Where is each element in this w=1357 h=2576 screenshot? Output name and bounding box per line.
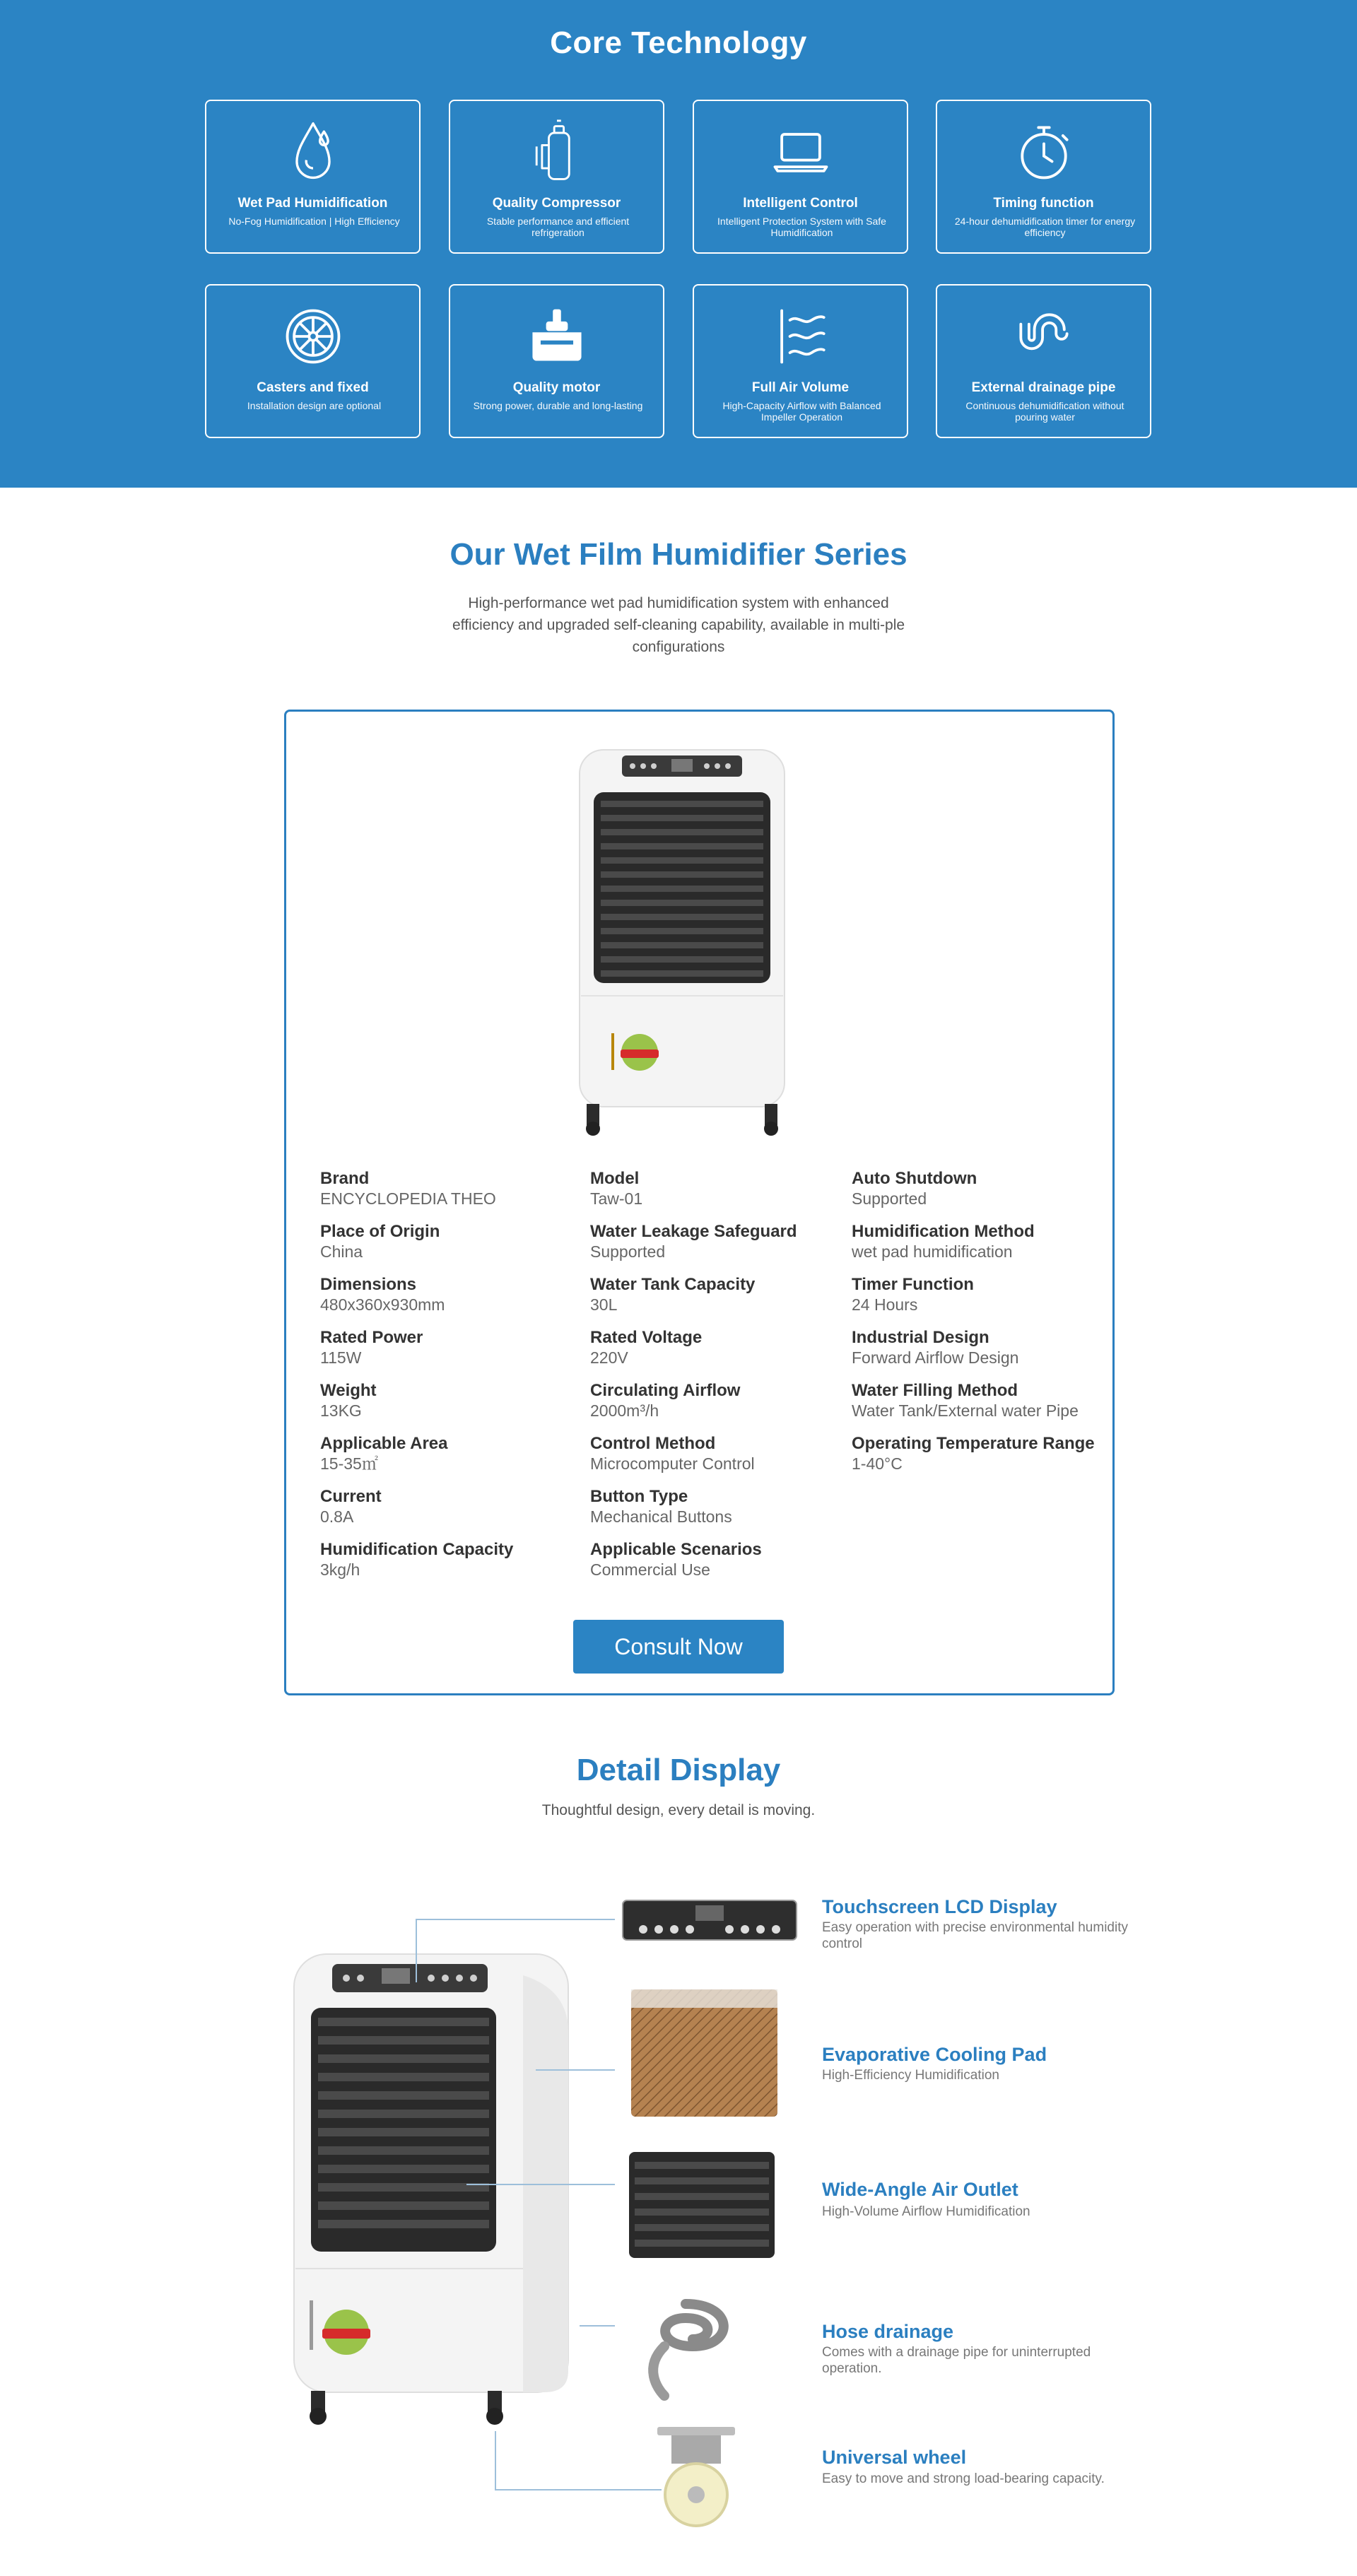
core-technology-section bbox=[0, 0, 1357, 488]
detail-item-title: Universal wheel bbox=[822, 2447, 967, 2468]
spec-item: Place of Origin China bbox=[320, 1222, 440, 1261]
product-image bbox=[572, 747, 792, 1139]
detail-item-title: Evaporative Cooling Pad bbox=[822, 2044, 1047, 2065]
pipe-icon bbox=[937, 301, 1150, 372]
spec-item: Humidification Capacity 3kg/h bbox=[320, 1540, 514, 1579]
spec-column-3 bbox=[852, 1168, 1106, 1486]
feature-card-title: Intelligent Control bbox=[743, 196, 858, 211]
air-outlet-thumbnail bbox=[629, 2152, 775, 2258]
detail-item-title: Wide-Angle Air Outlet bbox=[822, 2179, 1018, 2200]
spec-item: Current 0.8A bbox=[320, 1487, 382, 1526]
detail-product-image bbox=[290, 1947, 572, 2431]
feature-card-desc: No-Fog Humidification | High Efficiency bbox=[228, 216, 400, 227]
spec-item: Rated Power 115W bbox=[320, 1328, 423, 1367]
drainage-hose-thumbnail bbox=[636, 2290, 742, 2403]
feature-card-desc: Strong power, durable and long-lasting bbox=[473, 400, 643, 411]
feature-card-desc: Continuous dehumidification without pouring water bbox=[965, 400, 1124, 423]
feature-card-intelligent-control bbox=[693, 100, 908, 254]
core-technology-title: Core Technology bbox=[550, 25, 807, 60]
feature-card-desc: Installation design are optional bbox=[247, 400, 382, 411]
cooling-pad-thumbnail bbox=[631, 1989, 777, 2117]
leader-line-wheel bbox=[495, 2489, 662, 2490]
leader-line-wheel-vertical bbox=[495, 2431, 496, 2490]
spec-item: Weight 13KG bbox=[320, 1381, 377, 1420]
leader-line-outlet bbox=[466, 2184, 615, 2185]
airflow-icon bbox=[694, 301, 907, 372]
detail-item-desc: Easy operation with precise environmental humidity control bbox=[822, 1920, 1128, 1951]
detail-item-desc: Easy to move and strong load-bearing capacity. bbox=[822, 2471, 1105, 2486]
spec-item: Applicable Scenarios Commercial Use bbox=[590, 1540, 762, 1579]
spec-item: Brand ENCYCLOPEDIA THEO bbox=[320, 1169, 496, 1208]
feature-card-title: Timing function bbox=[993, 196, 1094, 211]
spec-item: Circulating Airflow 2000m³/h bbox=[590, 1381, 741, 1420]
consult-now-button[interactable]: Consult Now bbox=[573, 1620, 784, 1674]
lcd-display-thumbnail bbox=[622, 1900, 797, 1941]
spec-column-2 bbox=[590, 1168, 873, 1592]
spec-item: Industrial Design Forward Airflow Design bbox=[852, 1328, 1019, 1367]
stopwatch-icon bbox=[937, 117, 1150, 187]
spec-item: Rated Voltage 220V bbox=[590, 1328, 703, 1367]
feature-card-title: Full Air Volume bbox=[751, 380, 850, 395]
feature-card-desc: High-Capacity Airflow with Balanced Impeller Operation bbox=[722, 400, 881, 423]
spec-item: Control Method Microcomputer Control bbox=[590, 1434, 755, 1473]
spec-item: Operating Temperature Range 1-40°C bbox=[852, 1434, 1095, 1473]
feature-card-timing bbox=[936, 100, 1151, 254]
detail-item-desc: High-Efficiency Humidification bbox=[822, 2068, 999, 2083]
feature-card-casters bbox=[205, 284, 421, 438]
detail-item-desc: Comes with a drainage pipe for uninterrupted operation. bbox=[822, 2345, 1091, 2376]
spec-item: Humidification Method wet pad humidification bbox=[852, 1222, 1035, 1261]
feature-card-title: Wet Pad Humidification bbox=[237, 196, 388, 211]
spec-item: Water Leakage Safeguard Supported bbox=[590, 1222, 797, 1261]
spec-column-1 bbox=[320, 1168, 603, 1592]
leader-line-pad bbox=[536, 2069, 615, 2071]
universal-wheel-thumbnail bbox=[650, 2424, 742, 2530]
series-description: High-performance wet pad humidification system with enhanced efficiency and upgraded self-cleaning capability, available in multi-ple configurations bbox=[452, 595, 905, 655]
spec-item: Water Filling Method Water Tank/External water Pipe bbox=[852, 1381, 1079, 1420]
feature-card-drainage bbox=[936, 284, 1151, 438]
feature-card-compressor bbox=[449, 100, 664, 254]
feature-card-desc: 24-hour dehumidification timer for energy efficiency bbox=[954, 216, 1136, 238]
water-drop-icon bbox=[206, 117, 419, 187]
spec-item: Applicable Area 15-35㎡ bbox=[320, 1434, 448, 1473]
feature-card-title: Quality Compressor bbox=[492, 196, 621, 211]
feature-card-title: Casters and fixed bbox=[257, 380, 369, 395]
feature-card-title: Quality motor bbox=[512, 380, 601, 395]
leader-line-display bbox=[416, 1919, 615, 1920]
detail-item-title: Touchscreen LCD Display bbox=[822, 1896, 1057, 1917]
detail-item-desc: High-Volume Airflow Humidification bbox=[822, 2204, 1030, 2219]
leader-line-display-vertical bbox=[416, 1919, 417, 1982]
feature-card-airflow bbox=[693, 284, 908, 438]
product-card bbox=[284, 710, 1115, 1695]
spec-item: Dimensions 480x360x930mm bbox=[320, 1275, 445, 1314]
series-title: Our Wet Film Humidifier Series bbox=[450, 537, 907, 572]
detail-title: Detail Display bbox=[576, 1753, 781, 1787]
spec-item: Timer Function 24 Hours bbox=[852, 1275, 974, 1314]
spec-item: Model Taw-01 bbox=[590, 1169, 643, 1208]
feature-card-motor bbox=[449, 284, 664, 438]
motor-icon bbox=[450, 301, 663, 372]
feature-card-desc: Intelligent Protection System with Safe Humidification bbox=[717, 216, 886, 238]
detail-subtitle: Thoughtful design, every detail is moving. bbox=[541, 1802, 816, 1818]
spec-item: Button Type Mechanical Buttons bbox=[590, 1487, 732, 1526]
leader-line-hose bbox=[580, 2325, 615, 2327]
laptop-icon bbox=[694, 117, 907, 187]
feature-card-title: External drainage pipe bbox=[971, 380, 1116, 395]
wheel-icon bbox=[206, 301, 419, 372]
feature-card-desc: Stable performance and efficient refrigeration bbox=[486, 216, 630, 238]
detail-item-title: Hose drainage bbox=[822, 2321, 954, 2342]
spec-item: Water Tank Capacity 30L bbox=[590, 1275, 756, 1314]
feature-card-wet-pad bbox=[205, 100, 421, 254]
compressor-icon bbox=[450, 117, 663, 187]
spec-item: Auto Shutdown Supported bbox=[852, 1169, 977, 1208]
